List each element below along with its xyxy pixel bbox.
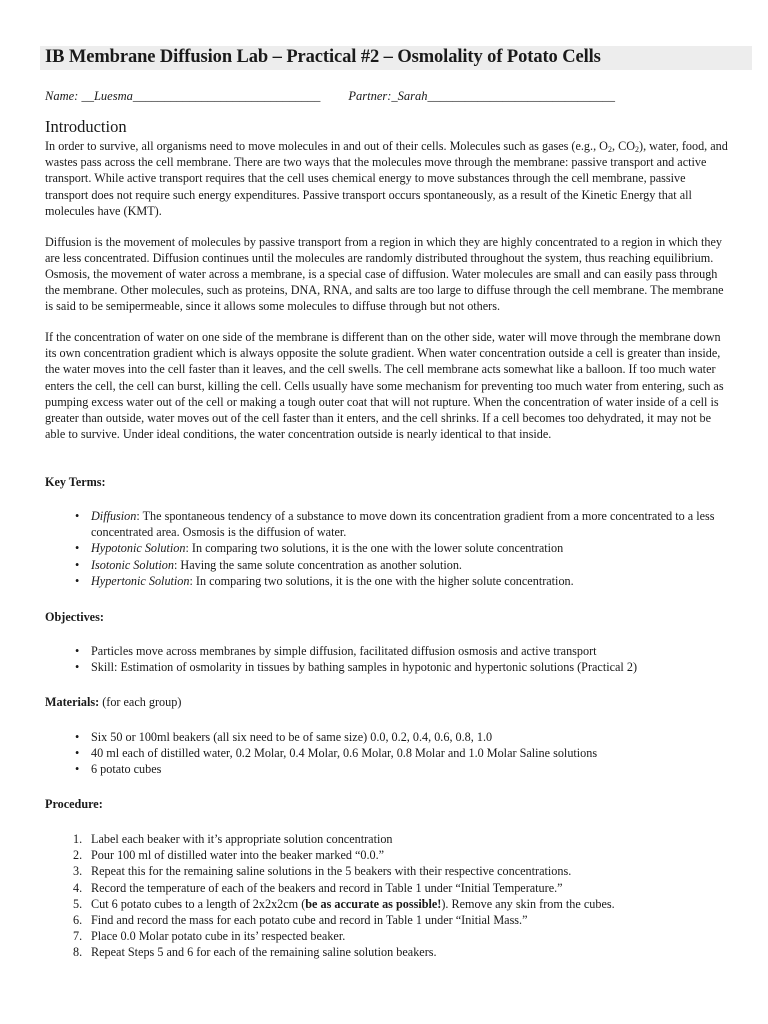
- intro-paragraph-2: Diffusion is the movement of molecules by passive transport from a region in which they are highly concentrated to a region in which they are less concentrated. Diffusion continues until the molecules are randomly distributed throughout the system, thus reaching equilibrium. Osmosis, the movement of water across a membrane, is a special case of diffusion. Water molecules are small and can easily pass through the membrane. Other molecules, such as proteins, DNA, RNA, and salts are too large to diffuse through the cell membrane. The membrane is said to be semipermeable, since it allows some molecules to diffuse through but not others.: [45, 234, 724, 314]
- list-item: [45, 928, 735, 944]
- step-text: Find and record the mass for each potato cube and record in Table 1 under “Initial Mass.”: [91, 913, 528, 928]
- list-item: [45, 508, 735, 540]
- list-item: [45, 557, 735, 573]
- objectives-list: [45, 643, 735, 675]
- definition: : Having the same solute concentration as another solution.: [173, 557, 462, 572]
- term: Isotonic Solution: [91, 557, 174, 572]
- step-number: 6.: [73, 913, 83, 928]
- intro-p1-part-a: In order to survive, all organisms need to move molecules in and out of their cells. Molecules such as gases (e.g., O: [45, 139, 608, 153]
- list-item: • Particles move across membranes by simple diffusion, facilitated diffusion osmosis and active transport: [45, 643, 735, 659]
- list-item: • Skill: Estimation of osmolarity in tissues by bathing samples in hypotonic and hypertonic solutions (Practical 2): [45, 659, 735, 675]
- step-text: Cut 6 potato cubes to a length of 2x2x2cm (: [91, 896, 306, 911]
- intro-paragraph-1: [45, 138, 730, 219]
- step-number: 7.: [73, 929, 83, 944]
- page-title: IB Membrane Diffusion Lab – Practical #2 – Osmolality of Potato Cells: [45, 47, 601, 67]
- subscript-2: 2: [635, 145, 640, 154]
- list-item: [45, 847, 735, 863]
- step-text: Repeat this for the remaining saline solutions in the 5 beakers with their respective concentrations.: [91, 864, 572, 879]
- list-item: • 40 ml each of distilled water, 0.2 Molar, 0.4 Molar, 0.6 Molar, 0.8 Molar and 1.0 Molar Saline solutions: [45, 745, 735, 761]
- step-number: 1.: [73, 832, 83, 846]
- step-text: Pour 100 ml of distilled water into the beaker marked “0.0.”: [91, 848, 385, 863]
- term: Diffusion: [91, 509, 137, 523]
- list-item: [45, 944, 735, 960]
- step-number: 4.: [73, 880, 83, 895]
- list-item: [45, 540, 735, 556]
- definition: : The spontaneous tendency of a substance to move down its concentration gradient from a more concentrated to a less concentrated area. Osmosis is the diffusion of water.: [91, 509, 715, 540]
- materials-list: [45, 729, 735, 778]
- partner-field: Partner:_Sarah______________________________: [348, 89, 616, 103]
- step-number: 5.: [73, 896, 83, 911]
- procedure-heading: Procedure:: [45, 797, 103, 811]
- list-item: [45, 896, 735, 912]
- materials-heading: [45, 695, 181, 710]
- step-text: Repeat Steps 5 and 6 for each of the remaining saline solution beakers.: [91, 945, 437, 960]
- list-item: [45, 912, 735, 928]
- list-item: [45, 863, 735, 879]
- list-item: • Six 50 or 100ml beakers (all six need to be of same size) 0.0, 0.2, 0.4, 0.6, 0.8, 1.0: [45, 729, 735, 745]
- materials-heading-label: Materials:: [45, 695, 100, 709]
- step-text: Record the temperature of each of the beakers and record in Table 1 under “Initial Temperature.”: [91, 880, 563, 895]
- objectives-heading: Objectives:: [45, 610, 104, 624]
- definition: : In comparing two solutions, it is the one with the higher solute concentration.: [189, 573, 574, 588]
- subscript-2: 2: [607, 145, 612, 154]
- intro-p1-part-b: , CO: [611, 139, 636, 153]
- list-item: • 6 potato cubes: [45, 761, 735, 777]
- procedure-list: [45, 831, 735, 961]
- list-item: [45, 880, 735, 896]
- step-number: 2.: [73, 848, 83, 863]
- term: Hypertonic Solution: [91, 573, 190, 588]
- intro-paragraph-3: If the concentration of water on one side of the membrane is different than on the other side, water will move through the membrane down its own concentration gradient which is always opposite the solute gradient. When water concentration outside a cell is greater than inside, the water moves into the cell faster than it leaves, and the cell swells. The cell membrane acts somewhat like a balloon. If too much water enters the cell, the cell can burst, killing the cell. Cells usually have some mechanism for preventing too much water from entering, such as pumping excess water out of the cell or making a tough outer coat that will not rupture. When the concentration of water inside of a cell is greater than outside, water moves out of the cell faster than it enters, and the cell shrinks. If a cell becomes too dehydrated, it may not be able to survive. Under ideal conditions, the water concentration outside is nearly identical to that inside.: [45, 330, 724, 442]
- list-item: [45, 573, 735, 589]
- step-emphasis: be as accurate as possible!: [305, 896, 442, 911]
- introduction-heading: Introduction: [45, 117, 127, 136]
- list-item: [45, 831, 735, 847]
- name-field: Name: __Luesma______________________________: [45, 89, 321, 103]
- intro-p1-part-c: ), water, food, and wastes pass across the cell membrane. There are two ways that the molecules move through the membrane: passive transport and active transport. While active transport requires that the cell uses chemical energy to move substances through the cell membrane, passive transport does not require such energy expenditures. Passive transport occurs spontaneously, as a result of the Kinetic Energy that all molecules have (KMT).: [45, 139, 728, 218]
- step-number: 8.: [73, 945, 83, 960]
- step-text: Label each beaker with it’s appropriate solution concentration: [91, 832, 393, 846]
- step-number: 3.: [73, 864, 83, 879]
- definition: : In comparing two solutions, it is the one with the lower solute concentration: [185, 541, 564, 556]
- term: Hypotonic Solution: [91, 541, 186, 556]
- key-terms-heading: Key Terms:: [45, 475, 106, 489]
- step-text-after: ). Remove any skin from the cubes.: [441, 896, 615, 911]
- key-terms-list: [45, 508, 735, 589]
- introduction-body: [45, 138, 730, 457]
- materials-note: (for each group): [99, 695, 182, 709]
- step-text: Place 0.0 Molar potato cube in its’ respected beaker.: [91, 929, 346, 944]
- name-partner-line: [45, 89, 615, 104]
